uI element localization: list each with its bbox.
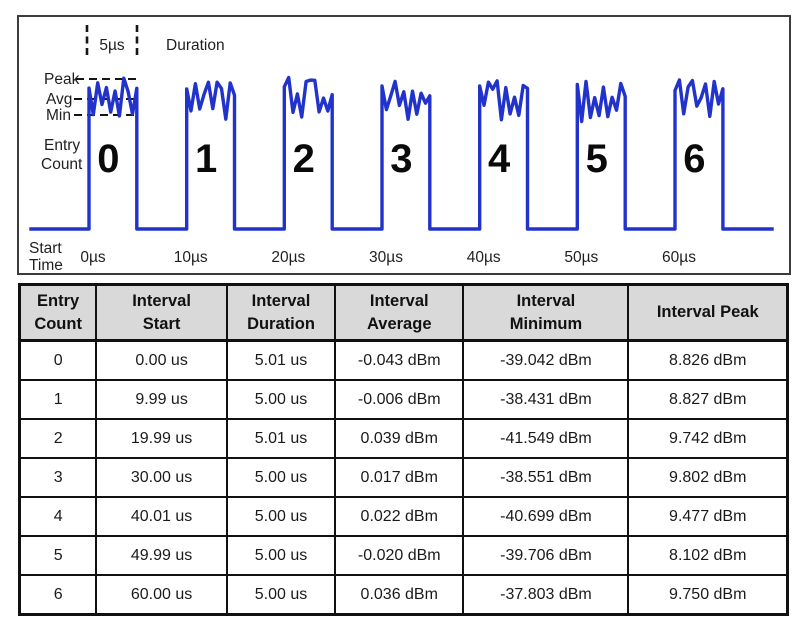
table-cell: 5.00 us — [227, 536, 335, 575]
table-cell: 60.00 us — [96, 575, 227, 615]
entry-count-number: 3 — [390, 137, 413, 181]
table-cell: 5.00 us — [227, 380, 335, 419]
table-row — [20, 575, 788, 615]
table-cell: -39.042 dBm — [463, 341, 628, 381]
start-time-tick-labels — [80, 249, 696, 266]
entry-count-number: 4 — [487, 137, 511, 181]
interval-table-header-row — [20, 285, 788, 341]
interval-table-body — [20, 341, 788, 615]
start-time-tick-label: 0µs — [80, 249, 106, 266]
start-time-label-line2: Time — [29, 257, 63, 273]
table-row — [20, 380, 788, 419]
table-cell: 49.99 us — [96, 536, 227, 575]
column-header: Interval Peak — [628, 285, 787, 341]
duration-text-label: Duration — [166, 37, 225, 54]
table-cell: 9.477 dBm — [628, 497, 787, 536]
column-header: Entry Count — [20, 285, 97, 341]
table-cell: 1 — [20, 380, 97, 419]
column-header: Interval Start — [96, 285, 227, 341]
entry-count-numbers — [97, 137, 705, 181]
start-time-tick-label: 20µs — [271, 249, 306, 266]
interval-measurements-table — [18, 283, 789, 616]
table-cell: 0 — [20, 341, 97, 381]
entry-count-label-line1: Entry — [44, 137, 81, 154]
duration-value-label: 5µs — [99, 37, 125, 54]
table-cell: -37.803 dBm — [463, 575, 628, 615]
table-cell: 0.039 dBm — [335, 419, 463, 458]
entry-count-number: 1 — [194, 137, 218, 181]
column-header: Interval Duration — [227, 285, 335, 341]
table-cell: -40.699 dBm — [463, 497, 628, 536]
table-cell: -0.043 dBm — [335, 341, 463, 381]
entry-count-number: 6 — [683, 137, 706, 181]
table-cell: 9.802 dBm — [628, 458, 787, 497]
table-cell: 5.01 us — [227, 419, 335, 458]
table-cell: -38.431 dBm — [463, 380, 628, 419]
start-time-label-line1: Start — [29, 240, 62, 257]
table-cell: -41.549 dBm — [463, 419, 628, 458]
table-cell: 5.01 us — [227, 341, 335, 381]
column-header: Interval Minimum — [463, 285, 628, 341]
start-time-tick-label: 50µs — [564, 249, 599, 266]
table-cell: 5.00 us — [227, 575, 335, 615]
entry-count-number: 2 — [292, 137, 315, 181]
table-cell: 0.036 dBm — [335, 575, 463, 615]
interval-table — [18, 283, 789, 616]
table-cell: 8.827 dBm — [628, 380, 787, 419]
table-cell: 9.750 dBm — [628, 575, 787, 615]
start-time-tick-label: 10µs — [173, 249, 208, 266]
avg-label: Avg — [46, 91, 73, 108]
table-cell: 0.00 us — [96, 341, 227, 381]
table-cell: 5 — [20, 536, 97, 575]
start-time-tick-label: 40µs — [466, 249, 501, 266]
table-cell: 9.99 us — [96, 380, 227, 419]
table-cell: 40.01 us — [96, 497, 227, 536]
table-row — [20, 458, 788, 497]
column-header: Interval Average — [335, 285, 463, 341]
start-time-tick-label: 30µs — [369, 249, 403, 266]
table-cell: -0.020 dBm — [335, 536, 463, 575]
min-label: Min — [46, 107, 71, 124]
table-cell: 8.826 dBm — [628, 341, 787, 381]
table-cell: 3 — [20, 458, 97, 497]
peak-label: Peak — [44, 71, 80, 88]
pulse-train-diagram — [17, 15, 791, 275]
table-cell: -39.706 dBm — [463, 536, 628, 575]
table-row — [20, 341, 788, 381]
table-cell: 5.00 us — [227, 458, 335, 497]
table-cell: 19.99 us — [96, 419, 227, 458]
table-cell: 6 — [20, 575, 97, 615]
entry-count-number: 5 — [585, 137, 608, 181]
table-cell: -38.551 dBm — [463, 458, 628, 497]
table-cell: 2 — [20, 419, 97, 458]
start-time-tick-label: 60µs — [662, 249, 696, 266]
pulse-train-svg — [19, 17, 789, 273]
table-row — [20, 419, 788, 458]
table-cell: 8.102 dBm — [628, 536, 787, 575]
table-cell: -0.006 dBm — [335, 380, 463, 419]
table-row — [20, 497, 788, 536]
table-cell: 4 — [20, 497, 97, 536]
table-cell: 5.00 us — [227, 497, 335, 536]
table-cell: 0.017 dBm — [335, 458, 463, 497]
entry-count-label-line2: Count — [41, 156, 83, 173]
table-row — [20, 536, 788, 575]
table-cell: 0.022 dBm — [335, 497, 463, 536]
table-cell: 9.742 dBm — [628, 419, 787, 458]
entry-count-number: 0 — [97, 137, 120, 181]
table-cell: 30.00 us — [96, 458, 227, 497]
